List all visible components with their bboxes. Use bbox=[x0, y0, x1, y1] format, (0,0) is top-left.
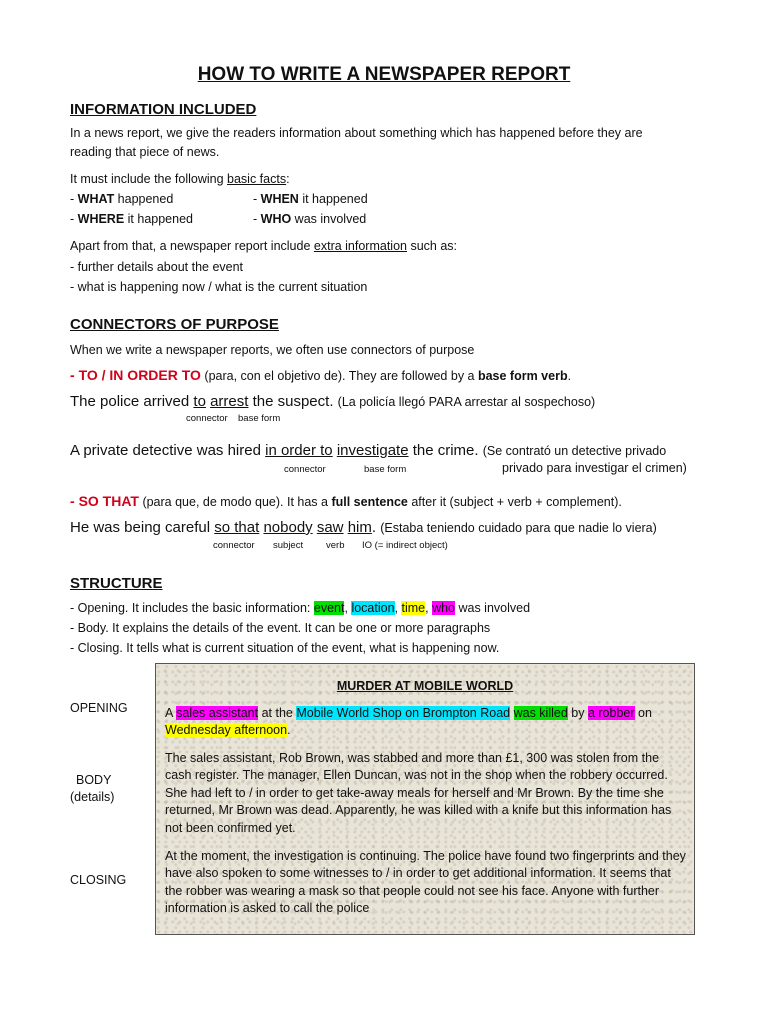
label-base-form: base form bbox=[238, 413, 281, 424]
page-title: HOW TO WRITE A NEWSPAPER REPORT bbox=[197, 64, 571, 85]
label-connector: connector bbox=[213, 540, 255, 551]
extra-item: - further details about the event bbox=[70, 260, 244, 274]
example-2: A private detective was hired in order to investigate the crime. (Se contrató un detective privado bbox=[70, 442, 667, 459]
example-article bbox=[155, 663, 695, 935]
label-indirect-object: IO (= indirect object) bbox=[362, 540, 448, 551]
example-3: He was being careful so that nobody saw him. (Estaba teniendo cuidado para que nadie lo viera) bbox=[70, 519, 657, 536]
to-in-order-to-rule: - TO / IN ORDER TO (para, con el objetivo de). They are followed by a base form verb. bbox=[70, 367, 572, 383]
structure-body: - Body. It explains the details of the event. It can be one or more paragraphs bbox=[70, 621, 491, 635]
fact-where: - WHERE it happened bbox=[70, 212, 193, 226]
intro-line-1: In a news report, we give the readers information about something which has happened before they are bbox=[70, 126, 643, 140]
heading-information-included: INFORMATION INCLUDED bbox=[70, 101, 257, 118]
label-subject: subject bbox=[273, 540, 304, 551]
label-body: BODY bbox=[76, 773, 112, 787]
example-1: The police arrived to arrest the suspect. (La policía llegó PARA arrestar al sospechoso) bbox=[70, 393, 596, 410]
structure-closing: - Closing. It tells what is current situation of the event, what is happening now. bbox=[70, 641, 500, 655]
fact-when: - WHEN it happened bbox=[253, 192, 368, 206]
extra-info-line: Apart from that, a newspaper report include extra information such as: bbox=[70, 239, 458, 253]
label-verb: verb bbox=[326, 540, 345, 551]
heading-connectors: CONNECTORS OF PURPOSE bbox=[70, 316, 279, 333]
fact-who: - WHO was involved bbox=[253, 212, 367, 226]
article-title: MURDER AT MOBILE WORLD bbox=[336, 679, 514, 693]
structure-opening: - Opening. It includes the basic information: event, location, time, who was involved bbox=[70, 601, 531, 615]
article-body: The sales assistant, Rob Brown, was stabbed and more than £1, 300 was stolen from the cash register. The manager, Ellen Duncan, was not in the shop when the robbery occurred. She had left to / in order to get take-away meals for herself and Mr Brown. By the time she returned, Mr Brown was dead. Apparently, he was killed with a knife but this information has not been confirmed yet. bbox=[165, 751, 672, 835]
article-opening: A sales assistant at the Mobile World Shop on Brompton Road was killed by a robber on Wednesday afternoon. bbox=[165, 706, 652, 738]
article-closing: At the moment, the investigation is continuing. The police have found two fingerprints and they have also spoken to some witnesses to / in order to get additional information. It seems that the robber was wearing a mask so that people could not see his face. Anyone with further information is asked to call the police bbox=[165, 849, 686, 916]
label-connector: connector bbox=[186, 413, 228, 424]
label-base-form: base form bbox=[364, 464, 407, 475]
label-closing: CLOSING bbox=[70, 873, 127, 887]
fact-what: - WHAT happened bbox=[70, 192, 174, 206]
example-2-translation: privado para investigar el crimen) bbox=[502, 461, 687, 475]
label-opening: OPENING bbox=[70, 701, 128, 715]
connectors-intro: When we write a newspaper reports, we often use connectors of purpose bbox=[70, 343, 475, 357]
so-that-rule: - SO THAT (para que, de modo que). It has a full sentence after it (subject + verb + complement). bbox=[70, 493, 622, 509]
extra-item: - what is happening now / what is the current situation bbox=[70, 280, 368, 294]
basic-facts-line: It must include the following basic facts: bbox=[70, 172, 290, 186]
label-body-details: (details) bbox=[70, 790, 115, 804]
intro-line-2: reading that piece of news. bbox=[70, 145, 220, 159]
label-connector: connector bbox=[284, 464, 326, 475]
heading-structure: STRUCTURE bbox=[70, 575, 163, 592]
